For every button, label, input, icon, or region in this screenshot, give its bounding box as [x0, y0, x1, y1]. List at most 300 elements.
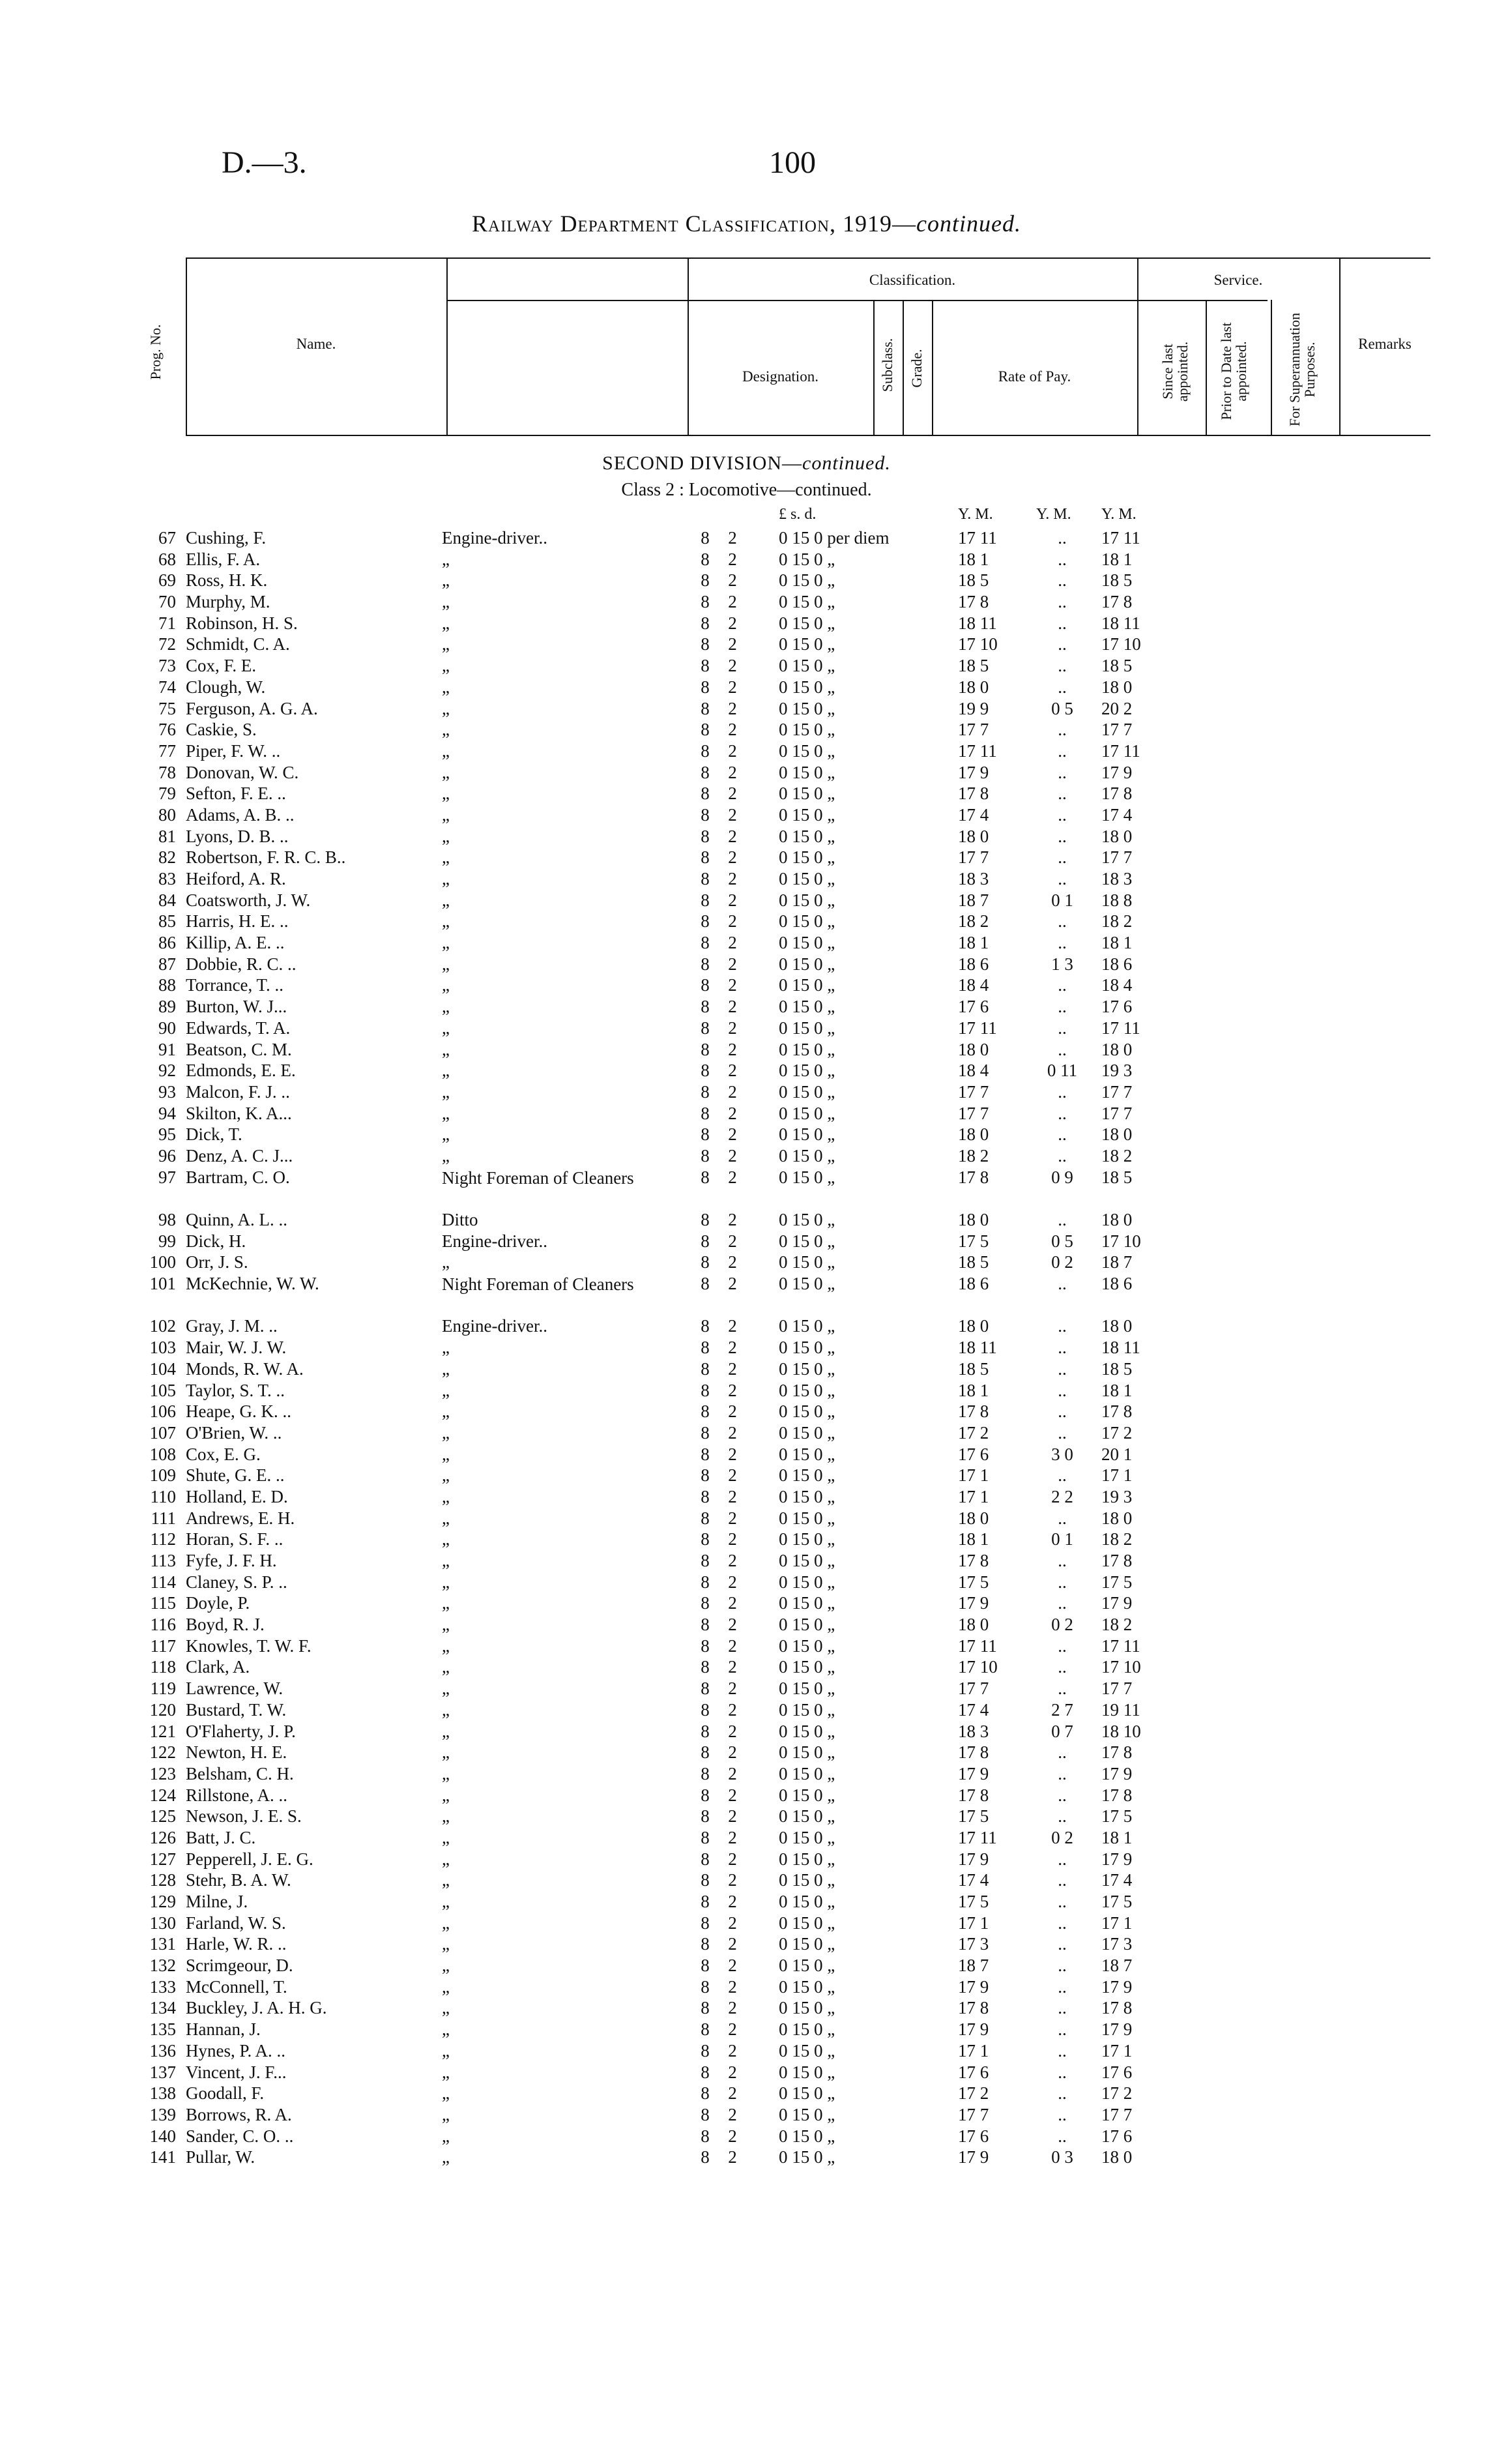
row-rate-of-pay: 0 15 0 „: [779, 1635, 835, 1656]
row-since-last: 17 9: [958, 1976, 989, 1997]
row-grade: 2: [728, 933, 737, 953]
row-designation: „: [442, 2104, 450, 2124]
row-superannuation: 18 0: [1101, 1508, 1133, 1528]
row-name: Coatsworth, J. W.: [186, 890, 311, 910]
row-name: Cox, E. G.: [186, 1444, 261, 1464]
row-superannuation: 18 2: [1101, 1529, 1133, 1549]
table-row: [0, 2083, 1493, 2105]
row-prior-to: ..: [1058, 1763, 1067, 1783]
table-row: [0, 1359, 1493, 1381]
row-grade: 2: [728, 954, 737, 974]
row-name: Buckley, J. A. H. G.: [186, 1998, 327, 2018]
row-prog-no: 82: [158, 847, 176, 868]
row-prior-to: ..: [1058, 2083, 1067, 2104]
row-grade: 2: [728, 1274, 737, 1294]
row-designation: „: [442, 784, 450, 804]
row-name: Mair, W. J. W.: [186, 1338, 287, 1358]
row-since-last: 17 7: [958, 1103, 989, 1123]
row-prior-to: 0 5: [1051, 698, 1073, 718]
row-prog-no: 125: [149, 1806, 176, 1826]
row-name: Ferguson, A. G. A.: [186, 698, 318, 718]
row-subclass: 8: [701, 592, 710, 612]
row-grade: 2: [728, 720, 737, 740]
table-row: [0, 2147, 1493, 2169]
row-rate-of-pay: 0 15 0 „: [779, 804, 835, 825]
row-prior-to: ..: [1058, 1913, 1067, 1933]
row-grade: 2: [728, 2083, 737, 2104]
row-prog-no: 108: [149, 1444, 176, 1464]
row-rate-of-pay: 0 15 0 „: [779, 1039, 835, 1059]
table-row: [0, 1316, 1493, 1338]
table-row: [0, 2041, 1493, 2062]
row-since-last: 17 6: [958, 997, 989, 1017]
row-subclass: 8: [701, 1358, 710, 1379]
row-superannuation: 19 11: [1101, 1699, 1140, 1720]
row-rate-of-pay: 0 15 0 „: [779, 1274, 835, 1294]
page-number: 100: [769, 145, 816, 180]
row-designation: Ditto: [442, 1210, 478, 1230]
row-designation: „: [442, 1124, 450, 1145]
col-subclass: Subclass.: [879, 338, 895, 392]
row-prior-to: 0 9: [1051, 1167, 1073, 1187]
row-grade: 2: [728, 656, 737, 676]
row-subclass: 8: [701, 1444, 710, 1464]
row-grade: 2: [728, 528, 737, 548]
row-prior-to: ..: [1058, 997, 1067, 1017]
table-row: [0, 1040, 1493, 1061]
row-since-last: 17 8: [958, 1998, 989, 2018]
row-grade: 2: [728, 1721, 737, 1741]
row-prog-no: 90: [158, 1018, 176, 1038]
row-superannuation: 17 1: [1101, 1465, 1133, 1486]
row-rate-of-pay: 0 15 0 „: [779, 1679, 835, 1699]
row-subclass: 8: [701, 1998, 710, 2018]
row-rate-of-pay: 0 15 0 „: [779, 634, 835, 654]
row-prior-to: 0 1: [1051, 1529, 1073, 1549]
row-superannuation: 18 0: [1101, 1039, 1133, 1059]
row-grade: 2: [728, 1167, 737, 1187]
row-prog-no: 128: [149, 1870, 176, 1890]
row-prog-no: 95: [158, 1124, 176, 1145]
row-prior-to: ..: [1058, 549, 1067, 569]
row-superannuation: 17 5: [1101, 1892, 1133, 1912]
row-subclass: 8: [701, 1231, 710, 1251]
row-name: Rillstone, A. ..: [186, 1785, 288, 1805]
row-prog-no: 73: [158, 656, 176, 676]
row-grade: 2: [728, 1231, 737, 1251]
row-designation: „: [442, 1913, 450, 1933]
row-since-last: 18 0: [958, 677, 989, 697]
row-subclass: 8: [701, 2147, 710, 2167]
row-since-last: 18 5: [958, 1252, 989, 1272]
table-row: [0, 1636, 1493, 1658]
row-superannuation: 18 4: [1101, 975, 1133, 995]
row-subclass: 8: [701, 1827, 710, 1847]
row-designation: „: [442, 1529, 450, 1549]
row-designation: „: [442, 1849, 450, 1869]
row-prior-to: ..: [1058, 634, 1067, 654]
row-since-last: 17 9: [958, 1593, 989, 1613]
row-superannuation: 18 1: [1101, 549, 1133, 569]
col-prior-to: Prior to Date last appointed.: [1218, 322, 1250, 420]
table-row: [0, 1828, 1493, 1849]
table-row: [0, 528, 1493, 550]
row-designation: „: [442, 1870, 450, 1890]
row-subclass: 8: [701, 1422, 710, 1443]
row-prog-no: 135: [149, 2019, 176, 2040]
row-superannuation: 17 1: [1101, 1913, 1133, 1933]
row-superannuation: 17 5: [1101, 1806, 1133, 1826]
row-rate-of-pay: 0 15 0 „: [779, 1593, 835, 1613]
row-superannuation: 18 5: [1101, 1167, 1133, 1187]
row-superannuation: 17 6: [1101, 997, 1133, 1017]
row-prog-no: 118: [150, 1657, 176, 1677]
row-prior-to: ..: [1058, 1145, 1067, 1166]
row-name: Bartram, C. O.: [186, 1167, 290, 1187]
row-prior-to: 0 7: [1051, 1721, 1073, 1741]
row-grade: 2: [728, 2062, 737, 2082]
row-subclass: 8: [701, 528, 710, 548]
row-rate-of-pay: 0 15 0 „: [779, 1976, 835, 1997]
row-prior-to: ..: [1058, 804, 1067, 825]
table-row: [0, 1401, 1493, 1423]
row-rate-of-pay: 0 15 0 „: [779, 847, 835, 868]
row-rate-of-pay: 0 15 0 „: [779, 1529, 835, 1549]
row-subclass: 8: [701, 613, 710, 633]
row-rate-of-pay: 0 15 0 „: [779, 1849, 835, 1869]
row-prog-no: 94: [158, 1103, 176, 1123]
row-superannuation: 18 6: [1101, 954, 1133, 974]
row-since-last: 17 6: [958, 2062, 989, 2082]
row-prior-to: ..: [1058, 762, 1067, 782]
row-designation: „: [442, 1444, 450, 1464]
row-since-last: 17 1: [958, 2040, 989, 2061]
row-subclass: 8: [701, 890, 710, 910]
row-rate-of-pay: 0 15 0 „: [779, 1956, 835, 1976]
row-prog-no: 110: [150, 1486, 176, 1506]
row-superannuation: 18 0: [1101, 1210, 1133, 1230]
row-prog-no: 133: [149, 1976, 176, 1997]
row-since-last: 17 8: [958, 1785, 989, 1805]
row-subclass: 8: [701, 1039, 710, 1059]
col-prog-no: Prog. No.: [147, 324, 164, 380]
row-grade: 2: [728, 911, 737, 931]
row-grade: 2: [728, 1763, 737, 1783]
table-row: [0, 592, 1493, 613]
row-rate-of-pay: 0 15 0 „: [779, 1763, 835, 1783]
table-row: [0, 2126, 1493, 2148]
row-grade: 2: [728, 677, 737, 697]
row-superannuation: 18 2: [1101, 911, 1133, 931]
row-subclass: 8: [701, 1529, 710, 1549]
row-grade: 2: [728, 1892, 737, 1912]
table-row: [0, 869, 1493, 890]
row-prior-to: 3 0: [1051, 1444, 1073, 1464]
row-prog-no: 76: [158, 720, 176, 740]
row-designation: „: [442, 1358, 450, 1379]
header-rule-left: [186, 257, 187, 435]
row-prog-no: 69: [158, 570, 176, 591]
row-superannuation: 18 2: [1101, 1145, 1133, 1166]
row-rate-of-pay: 0 15 0 „: [779, 613, 835, 633]
row-grade: 2: [728, 1210, 737, 1230]
row-prior-to: ..: [1058, 1572, 1067, 1592]
row-name: Newton, H. E.: [186, 1742, 287, 1763]
row-rate-of-pay: 0 15 0 „: [779, 1572, 835, 1592]
row-designation: „: [442, 1039, 450, 1059]
row-since-last: 18 1: [958, 1529, 989, 1549]
row-prior-to: ..: [1058, 975, 1067, 995]
row-subclass: 8: [701, 634, 710, 654]
row-grade: 2: [728, 1742, 737, 1763]
row-since-last: 18 0: [958, 1039, 989, 1059]
row-prog-no: 104: [149, 1358, 176, 1379]
row-grade: 2: [728, 613, 737, 633]
row-prior-to: ..: [1058, 1657, 1067, 1677]
row-rate-of-pay: 0 15 0 „: [779, 826, 835, 846]
row-superannuation: 17 9: [1101, 1763, 1133, 1783]
row-since-last: 17 9: [958, 1849, 989, 1869]
row-subclass: 8: [701, 698, 710, 718]
header-top-rule: [186, 257, 1430, 259]
row-name: Boyd, R. J.: [186, 1615, 265, 1635]
col-since-last: Since last appointed.: [1159, 341, 1191, 402]
row-rate-of-pay: 0 15 0 „: [779, 1657, 835, 1677]
row-prior-to: 0 1: [1051, 890, 1073, 910]
row-prog-no: 127: [149, 1849, 176, 1869]
row-designation: „: [442, 1551, 450, 1571]
row-designation: „: [442, 1998, 450, 2018]
row-name: Piper, F. W. ..: [186, 741, 281, 761]
row-prog-no: 71: [158, 613, 176, 633]
row-grade: 2: [728, 784, 737, 804]
row-superannuation: 18 5: [1101, 656, 1133, 676]
row-rate-of-pay: 0 15 0 „: [779, 890, 835, 910]
row-prior-to: ..: [1058, 1849, 1067, 1869]
row-designation: „: [442, 698, 450, 718]
row-subclass: 8: [701, 1806, 710, 1826]
row-rate-of-pay: 0 15 0 „: [779, 1806, 835, 1826]
row-prog-no: 123: [149, 1763, 176, 1783]
row-superannuation: 17 7: [1101, 720, 1133, 740]
row-superannuation: 17 8: [1101, 784, 1133, 804]
row-grade: 2: [728, 1529, 737, 1549]
row-superannuation: 17 9: [1101, 2019, 1133, 2040]
table-row: [0, 1722, 1493, 1743]
since-units: Y. M.: [958, 506, 993, 523]
row-grade: 2: [728, 1124, 737, 1145]
row-designation: „: [442, 2040, 450, 2061]
row-rate-of-pay: 0 15 0 „: [779, 1018, 835, 1038]
row-since-last: 18 0: [958, 1316, 989, 1336]
col-name: Name.: [296, 336, 336, 352]
row-prior-to: ..: [1058, 1593, 1067, 1613]
row-rate-of-pay: 0 15 0 „: [779, 1081, 835, 1102]
table-row: [0, 890, 1493, 912]
row-since-last: 17 11: [958, 1018, 997, 1038]
row-designation: „: [442, 613, 450, 633]
row-superannuation: 18 3: [1101, 869, 1133, 888]
row-rate-of-pay: 0 15 0 „: [779, 1231, 835, 1251]
row-prior-to: ..: [1058, 1380, 1067, 1400]
row-subclass: 8: [701, 1892, 710, 1912]
table-row: [0, 1956, 1493, 1977]
row-name: Milne, J.: [186, 1892, 248, 1912]
table-row: [0, 1657, 1493, 1679]
row-name: Clark, A.: [186, 1657, 250, 1677]
row-name: Borrows, R. A.: [186, 2104, 292, 2124]
row-grade: 2: [728, 1358, 737, 1379]
row-rate-of-pay: 0 15 0 „: [779, 1742, 835, 1763]
row-superannuation: 17 8: [1101, 1998, 1133, 2018]
row-grade: 2: [728, 1380, 737, 1400]
row-prior-to: ..: [1058, 1785, 1067, 1805]
row-name: Robertson, F. R. C. B..: [186, 847, 346, 868]
row-name: Killip, A. E. ..: [186, 933, 285, 953]
title-main: Railway Department Classification, 1919—: [472, 211, 917, 237]
row-prior-to: 0 5: [1051, 1231, 1073, 1251]
row-superannuation: 17 9: [1101, 1976, 1133, 1997]
row-name: Horan, S. F. ..: [186, 1529, 283, 1549]
row-name: Ellis, F. A.: [186, 549, 261, 569]
row-designation: „: [442, 804, 450, 825]
row-prior-to: 0 11: [1047, 1061, 1078, 1081]
table-row: [0, 1892, 1493, 1913]
row-grade: 2: [728, 1593, 737, 1613]
row-name: Ross, H. K.: [186, 570, 268, 591]
row-designation: „: [442, 869, 450, 888]
header-bottom-rule: [186, 435, 1430, 436]
row-grade: 2: [728, 592, 737, 612]
header-rule-name: [446, 257, 448, 435]
row-rate-of-pay: 0 15 0 „: [779, 1444, 835, 1464]
row-rate-of-pay: 0 15 0 „: [779, 1615, 835, 1635]
row-designation: „: [442, 2126, 450, 2146]
row-grade: 2: [728, 804, 737, 825]
row-prior-to: ..: [1058, 784, 1067, 804]
row-prog-no: 129: [149, 1892, 176, 1912]
row-name: Bustard, T. W.: [186, 1699, 287, 1720]
row-grade: 2: [728, 1976, 737, 1997]
row-rate-of-pay: 0 15 0 „: [779, 1316, 835, 1336]
row-name: Denz, A. C. J...: [186, 1145, 293, 1166]
row-subclass: 8: [701, 1635, 710, 1656]
row-designation: „: [442, 975, 450, 995]
row-superannuation: 17 10: [1101, 634, 1141, 654]
row-subclass: 8: [701, 1486, 710, 1506]
row-rate-of-pay: 0 15 0 „: [779, 1465, 835, 1486]
row-prior-to: ..: [1058, 1976, 1067, 1997]
row-prior-to: 1 3: [1051, 954, 1073, 974]
row-superannuation: 17 7: [1101, 2104, 1133, 2124]
row-name: Pepperell, J. E. G.: [186, 1849, 313, 1869]
table-row: [0, 1381, 1493, 1402]
row-designation: Engine-driver..: [442, 1231, 547, 1251]
header-rule-sub: [903, 300, 904, 435]
row-superannuation: 18 7: [1101, 1956, 1133, 1976]
row-prog-no: 97: [158, 1167, 176, 1187]
row-grade: 2: [728, 634, 737, 654]
row-name: Andrews, E. H.: [186, 1508, 295, 1528]
table-row: [0, 613, 1493, 635]
table-row: [0, 1445, 1493, 1466]
row-since-last: 17 5: [958, 1892, 989, 1912]
row-prior-to: ..: [1058, 656, 1067, 676]
row-prog-no: 138: [149, 2083, 176, 2104]
row-since-last: 18 1: [958, 549, 989, 569]
table-row: [0, 1764, 1493, 1785]
row-prog-no: 78: [158, 762, 176, 782]
row-since-last: 17 1: [958, 1913, 989, 1933]
row-name: Torrance, T. ..: [186, 975, 284, 995]
table-row: [0, 1338, 1493, 1359]
col-rate-of-pay: Rate of Pay.: [998, 368, 1071, 385]
row-prior-to: ..: [1058, 1956, 1067, 1976]
row-grade: 2: [728, 1018, 737, 1038]
row-grade: 2: [728, 1615, 737, 1635]
row-subclass: 8: [701, 1274, 710, 1294]
row-grade: 2: [728, 847, 737, 868]
row-since-last: 18 4: [958, 1061, 989, 1081]
row-prior-to: ..: [1058, 1018, 1067, 1038]
row-subclass: 8: [701, 1976, 710, 1997]
row-prior-to: ..: [1058, 2040, 1067, 2061]
row-name: Cushing, F.: [186, 528, 267, 548]
row-name: Schmidt, C. A.: [186, 634, 290, 654]
row-prog-no: 141: [149, 2147, 176, 2167]
row-prior-to: ..: [1058, 1316, 1067, 1336]
row-superannuation: 18 0: [1101, 677, 1133, 697]
row-prior-to: 0 2: [1051, 1827, 1073, 1847]
row-prior-to: ..: [1058, 1508, 1067, 1528]
row-grade: 2: [728, 1699, 737, 1720]
page-title: [0, 210, 1493, 237]
row-designation: „: [442, 1508, 450, 1528]
row-since-last: 18 11: [958, 613, 997, 633]
header-mid-rule: [446, 300, 1268, 301]
row-name: Taylor, S. T. ..: [186, 1380, 285, 1400]
row-name: Hannan, J.: [186, 2019, 261, 2040]
row-designation: „: [442, 954, 450, 974]
row-since-last: 17 7: [958, 1081, 989, 1102]
row-designation: „: [442, 1635, 450, 1656]
row-since-last: 17 7: [958, 847, 989, 868]
row-grade: 2: [728, 1572, 737, 1592]
row-subclass: 8: [701, 1572, 710, 1592]
row-designation: „: [442, 1103, 450, 1123]
row-rate-of-pay: 0 15 0 „: [779, 933, 835, 953]
table-row: [0, 784, 1493, 805]
row-since-last: 18 2: [958, 911, 989, 931]
row-prog-no: 131: [149, 1934, 176, 1954]
table-row: [0, 2019, 1493, 2041]
row-superannuation: 17 11: [1101, 741, 1140, 761]
row-grade: 2: [728, 1827, 737, 1847]
row-name: Adams, A. B. ..: [186, 804, 295, 825]
table-row: [0, 1572, 1493, 1594]
row-rate-of-pay: 0 15 0 „: [779, 1422, 835, 1443]
row-prog-no: 77: [158, 741, 176, 761]
row-since-last: 17 8: [958, 784, 989, 804]
table-row: [0, 1082, 1493, 1104]
table-row: [0, 1018, 1493, 1040]
row-designation: „: [442, 1572, 450, 1592]
row-subclass: 8: [701, 1913, 710, 1933]
row-subclass: 8: [701, 869, 710, 888]
row-prog-no: 124: [149, 1785, 176, 1805]
row-prog-no: 91: [158, 1039, 176, 1059]
row-name: Shute, G. E. ..: [186, 1465, 285, 1486]
